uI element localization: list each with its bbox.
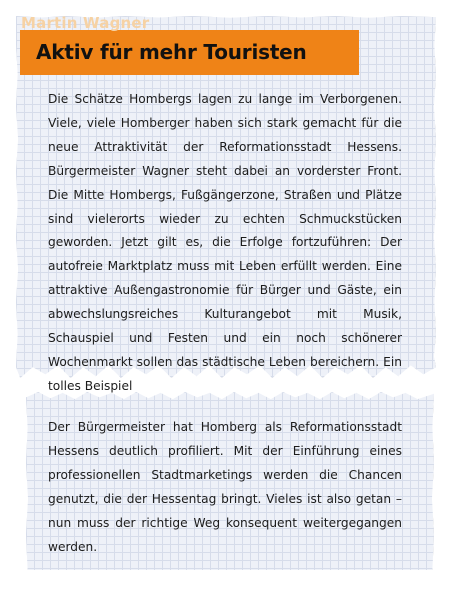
author-name: Martin Wagner <box>21 14 150 32</box>
article-title: Aktiv für mehr Touristen <box>36 40 307 64</box>
article-paragraph-2: Der Bürgermeister hat Homberg als Reformationsstadt Hessens deutlich profiliert. Mit der Einführung eines professionellen Stadtmarketings werden die Chancen genutzt, die der Hessentag bringt. Vieles ist also getan – nun muss der richtige Weg konsequent weitergegangen werden. <box>48 420 402 554</box>
article-paragraph-1: Die Schätze Hombergs lagen zu lange im Verborgenen. Viele, viele Homberger haben sich stark gemacht für die neue Attraktivität der Reformationsstadt Hessens. Bürgermeister Wagner steht dabei an vorderster Front. Die Mitte Hombergs, Fußgängerzone, Straßen und Plätze sind vielerorts wieder zu echten Schmuckstücken geworden. Jetzt gilt es, die Erfolge fortzuführen: Der autofreie Marktplatz muss mit Leben erfüllt werden. Eine attraktive Außengastronomie für Bürger und Gäste, ein abwechslungsreiches Kulturangebot mit Musik, Schauspiel und Festen und ein noch schönerer Wochenmarkt sollen das städtische Leben bereichern. Ein tolles Beispiel <box>48 92 402 393</box>
